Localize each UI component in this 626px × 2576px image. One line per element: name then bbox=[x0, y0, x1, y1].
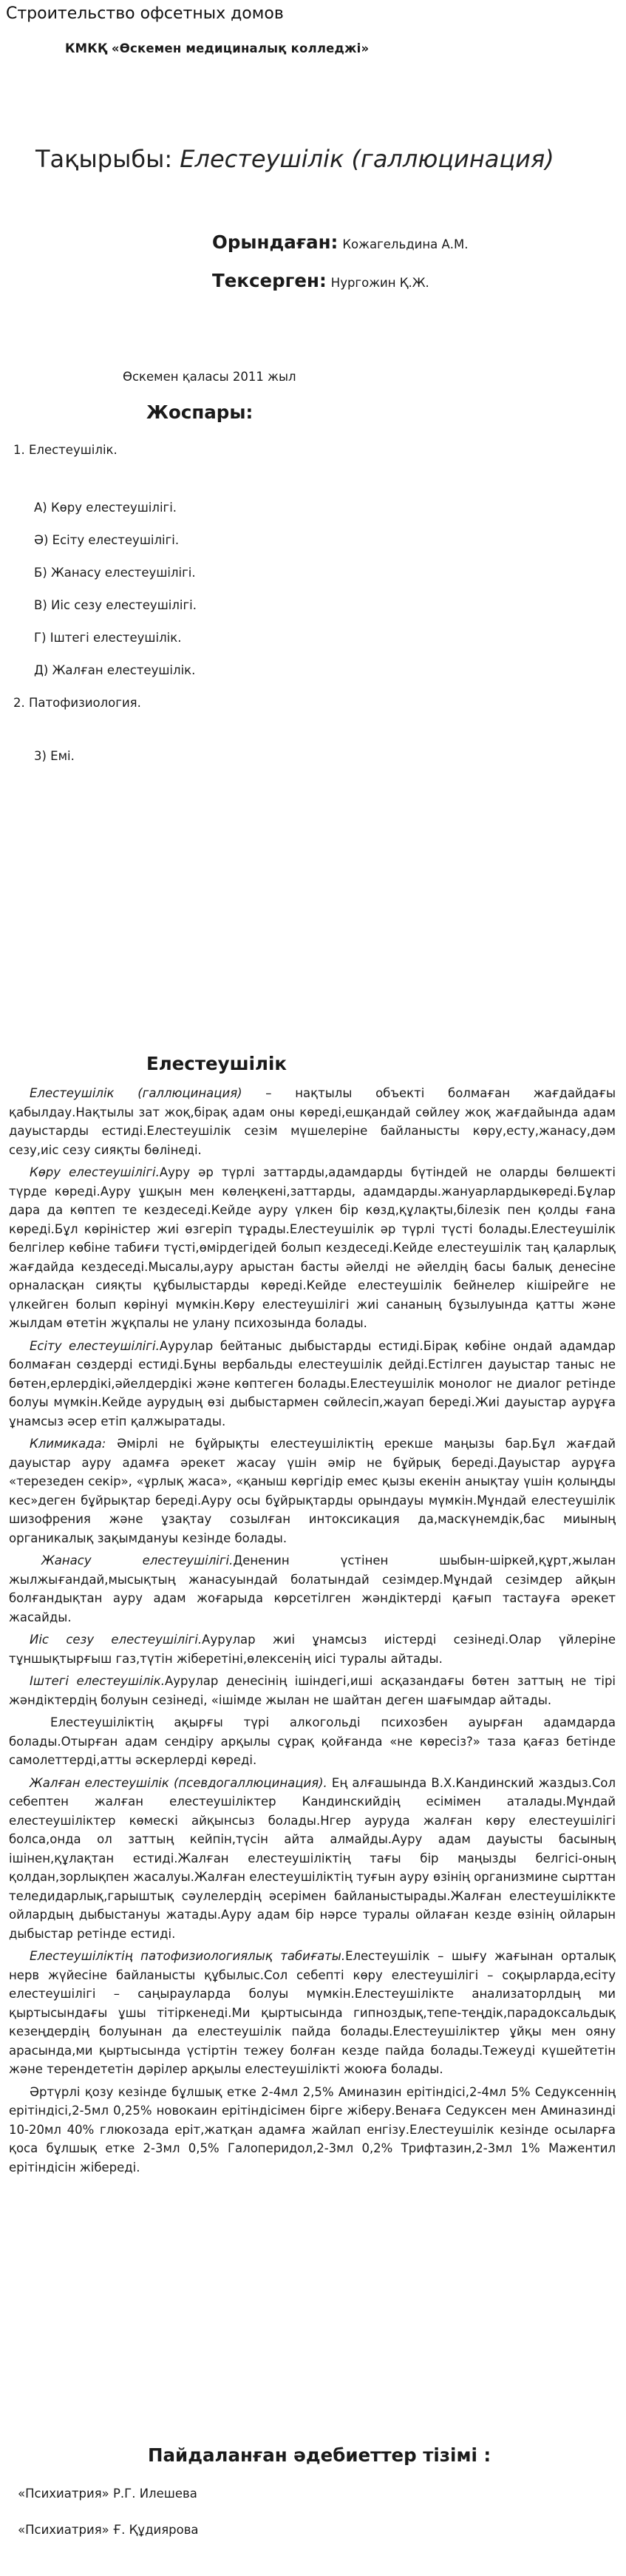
paragraph bbox=[9, 1713, 616, 1770]
paragraph-lead: Климикада: bbox=[30, 1437, 106, 1451]
author-credit bbox=[212, 231, 469, 253]
paragraph bbox=[9, 1337, 616, 1431]
plan-subitem-v: В) Иіс сезу елестеушілігі. bbox=[34, 598, 197, 612]
paragraph bbox=[9, 1551, 616, 1627]
topic-line bbox=[35, 145, 554, 173]
plan-subitem-d: Д) Жалған елестеушілік. bbox=[34, 663, 196, 677]
paragraph-text: Аурулар бейтаныс дыбыстарды естиді.Бірақ көбіне ондай адамдар болмаған сөздерді естиді.Бұны вербальды елестеушілік дейді.Естілген дауыстар таныс не бөтен,ерлердікі,әйелдердікі және көптеген болады.Елестеушілік монолог не диалог ретінде болуы мүмкін.Кейде аурудың өзі дыбыстармен сөйлесіп,жауап береді.Жиі дауыстар аурұға ұнамсыз әсер етіп қалжыратады. bbox=[9, 1338, 616, 1428]
plan-item-2: 2. Патофизиология. bbox=[13, 696, 141, 710]
paragraph bbox=[9, 1163, 616, 1333]
topic-name: Елестеушілік (галлюцинация) bbox=[180, 145, 554, 173]
paragraph-text: Дененин үстінен шыбын-шіркей,құрт,жылан жылжығандай,мысықтың жанасуындай болатындай сезімдер.Мұндай сезімдер айқын болғандықтан ауру адам жоғарыда көрсетілген жәндіктерді қағып тастауға әрекет жасайды. bbox=[9, 1553, 616, 1624]
plan-subitem-ae: Ә) Есіту елестеушілігі. bbox=[34, 533, 180, 547]
paragraph bbox=[9, 1084, 616, 1159]
paragraph bbox=[9, 2083, 616, 2177]
plan-item-1: 1. Елестеушілік. bbox=[13, 443, 118, 457]
plan-heading: Жоспары: bbox=[146, 401, 254, 423]
reviewer-credit bbox=[212, 270, 429, 291]
plan-subitem-b: Б) Жанасу елестеушілігі. bbox=[34, 566, 196, 580]
section-heading: Елестеушілік bbox=[146, 1053, 287, 1074]
paragraph-text: – нақтылы объекті болмаған жағдайдағы қабылдау.Нақтылы зат жоқ,бірақ адам оны көреді,ешқандай сөйлеу жоқ жағдайында адам дауыстарды естиді.Елестеушілік сезім мүшелеріне байланысты көру,есту,жанасу,дәм сезу,иіс сезу сияқты бөлінеді. bbox=[9, 1086, 616, 1157]
paragraph-lead: Елестеушілік (галлюцинация) bbox=[30, 1086, 242, 1100]
paragraph bbox=[9, 1630, 616, 1668]
paragraph-lead: Елестеушіліктің патофизиологиялық табиғаты. bbox=[30, 1949, 346, 1963]
paragraph-lead: Жалған елестеушілік (псевдогаллюцинация). bbox=[30, 1775, 327, 1790]
paragraph-lead: Иіс сезу елестеушілігі. bbox=[30, 1633, 203, 1647]
plan-subitem-a: А) Көру елестеушілігі. bbox=[34, 501, 177, 515]
paragraph-text: Аурулар жиі ұнамсыз иістерді сезінеді.Олар үйлеріне тұншықтырғыш газ,түтін жіберетіні,өлексенің иісі туралы айтады. bbox=[9, 1633, 616, 1666]
reference-item: «Психиатрия» Ғ. Құдиярова bbox=[18, 2523, 199, 2537]
paragraph-text: Аурулар денесінің ішіндегі,иші асқазандағы бөтен заттың не тірі жәндіктердің болуын сезінеді, «ішімде жылан не шайтан деген шағымдар айтады. bbox=[9, 1674, 616, 1707]
paragraph-text: Әмірлі не бұйрықты елестеушіліктің ерекше маңызы бар.Бұл жағдай дауыстар ауру адамға әрекет жасау үшін әмір не бұйрық береді.Дауыстар аурұға «терезеден секір», «ұрлық жаса», «қаныш көргідір емес қызы екенін анықтау үшін қолыңды кес»деген бұйрықтар береді.Ауру осы бұйрықтарды орындауы мүмкін.Мұндай елестеушілік шизофрения және ұзақтау созылған интоксикация да,маскүнемдік,бас миының органикалық зақымдануы кезінде болады. bbox=[9, 1437, 616, 1545]
topic-label: Тақырыбы: bbox=[35, 145, 173, 173]
site-title: Строительство офсетных домов bbox=[6, 4, 284, 23]
plan-subitem-g: Г) Іштегі елестеушілік. bbox=[34, 631, 182, 645]
reference-item: «Психиатрия» Р.Г. Илешева bbox=[18, 2487, 197, 2501]
reviewer-label: Тексерген: bbox=[212, 270, 327, 291]
paragraph bbox=[9, 1947, 616, 2079]
paragraph-lead: Іштегі елестеушілік. bbox=[30, 1674, 165, 1688]
paragraph-text: Елестеушіліктің ақырғы түрі алкогольді психозбен ауырған адамдарда болады.Отырған адам сендіру арқылы сұрақ қойғанда «не көресіз?» таза қағаз бетінде самолеттерді,атты әскерлерді көреді. bbox=[9, 1715, 616, 1767]
paragraph bbox=[9, 1434, 616, 1548]
paragraph-text: Ауру әр түрлі заттарды,адамдарды бүтіндей не оларды бөлшекті түрде көреді.Ауру ұшқын мен көлеңкені,заттарды, адамдарды.жануарлардыкөреді.Бұлар дара да көптеп те кездеседі.Кейде ауру үлкен бір көзд,құлақты,білезік пен қолды ғана көреді.Бұл көріністер жиі өзгеріп тұрады.Елестеушілік әр түрлі түсті болады.Елестеушілік белгілер көбіне табиғи түсті,өмірдегідей болып кездеседі.Кейде елестеушілік таң қаларлық жағдайда кездеседі.Мысалы,ауру арыстан басты әйелді не әйелдің басы балық денесіне орналасқан сияқты құбылыстарды көреді.Кейде елестеушілік бейнелер кішірейге не үлкейген болып көрінуі мүмкін.Көру елестеушілігі жиі сананың бұзылуында қатты және жылдам өтетін жұқпалы не улану психозында болады. bbox=[9, 1165, 616, 1330]
references-heading: Пайдаланған әдебиеттер тізімі : bbox=[148, 2444, 491, 2466]
article-body bbox=[9, 1084, 616, 2180]
paragraph-text: Елестеушілік – шығу жағынан орталық нерв жүйесіне байланысты құбылыс.Сол себепті көру елестеушілігі – соқырларда,есіту елестеушілігі – саңырауларда болуы мүмкін.Елестеушілікте анализаторлдың ми қыртысындағы ұшы тітіркенеді.Ми қыртысында гипноздық,тепе-теңдік,парадоксальдық кезеңдердің болуынан да елестеушілік пайда болады.Елестеушіліктер ұйқы мен ояну арасында,ми қыртысында үстіртін тежеу болған кезде пайда болады.Тежеуді күшейтетін және терендететін дәрілер арқылы елестеушілікті жоюға болады. bbox=[9, 1949, 616, 2076]
city-year: Өскемен қаласы 2011 жыл bbox=[123, 370, 296, 384]
paragraph-text: Әртүрлі қозу кезінде бұлшық етке 2-4мл 2,5% Аминазин ерітіндісі,2-4мл 5% Седуксеннің ерітіндісі,2-5мл 0,25% новокаин ерітіндісімен бірге жібеpу.Венаға Седуксен мен Аминазинді 10-20мл 40% глюкозада еріт,жатқан адамға жайлап енгізу.Елестеушілік кезінде осыларға қоса бұлшық етке 2-3мл 0,5% Галоперидол,2-3мл 0,2% Трифтазин,2-3мл 1% Мажентил ерітіндісін жібереді. bbox=[9, 2084, 616, 2175]
college-name: КМКҚ «Өскемен медициналық колледжі» bbox=[65, 41, 370, 55]
paragraph-lead: Көру елестеушілігі. bbox=[30, 1165, 160, 1179]
paragraph-text: Ең алғашында В.Х.Кандинский жаздыз.Сол себептен жалған елестеушіліктер Кандинскийдің есімімен аталады.Мұндай елестеушіліктер көмескі айқынсыз болады.Нгер аурудa жалған көру елестеушілігі болса,онда ол заттың кейпін,түсін айта алмайды.Ауру адам дауысты басының ішінен,құлақтан естиді.Жалған елестеушіліктің тағы бір маңызды белгісі-оның қолдан,зорлықпен жасалуы.Жалған елестеушіліктің туғын ауру өзінің организмине сырттан теледидарлық,гарыштық сәулелердің әсерімен байланыстырады.Жалған елестеушіліккте ойлардың дыбыстануы жатады.Ауру адам бір нәрсе туралы ойлаған кезде өзінің ойларын дыбыстар ретінде естиді. bbox=[9, 1775, 616, 1941]
plan-item-3: 3) Емі. bbox=[34, 749, 75, 763]
reviewer-name: Нургожин Қ.Ж. bbox=[330, 276, 429, 290]
paragraph-lead: Есіту елестеушілігі. bbox=[30, 1338, 160, 1353]
author-name: Кожагельдина А.М. bbox=[342, 237, 469, 251]
paragraph-lead: Жанасу елестеушілігі. bbox=[41, 1553, 234, 1567]
author-label: Орындаған: bbox=[212, 231, 338, 253]
paragraph bbox=[9, 1774, 616, 1944]
paragraph bbox=[9, 1672, 616, 1709]
